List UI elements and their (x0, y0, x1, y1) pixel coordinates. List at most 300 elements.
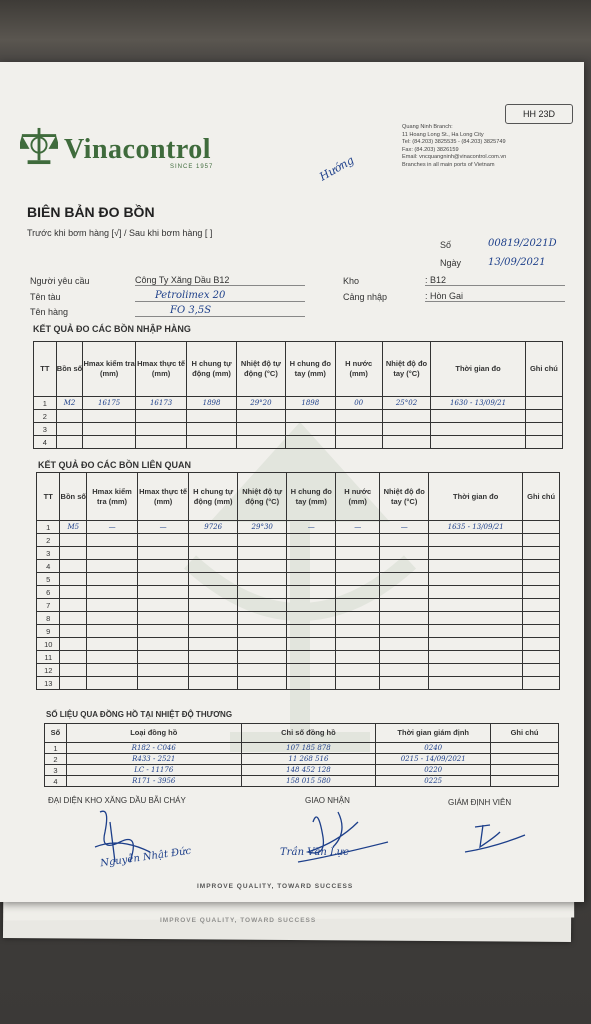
document-title: BIÊN BẢN ĐO BỒN (27, 204, 155, 220)
table-cell (56, 436, 83, 449)
table-cell (238, 664, 287, 677)
table-cell (380, 677, 429, 690)
table-cell (380, 638, 429, 651)
table-cell (238, 547, 287, 560)
table-cell (287, 625, 336, 638)
table-cell (287, 573, 336, 586)
brand-name: Vinacontrol (64, 134, 212, 165)
row-number-cell: 11 (37, 651, 60, 664)
table-cell (287, 651, 336, 664)
table-cell (286, 423, 335, 436)
table-cell: 1630 - 13/09/21 (431, 397, 526, 410)
signature-middle-name: Trần Văn Lực (280, 847, 349, 858)
form-code-badge: HH 23D (505, 104, 573, 124)
table-cell (382, 436, 430, 449)
table-cell: 11 268 516 (241, 754, 376, 765)
table-cell (60, 651, 87, 664)
table-row (37, 664, 560, 677)
goods-value: FO 3,5S (135, 305, 305, 317)
port-value: : Hòn Gai (425, 291, 565, 302)
table-cell (523, 612, 560, 625)
table-cell: 0225 (376, 776, 491, 787)
table-cell (336, 651, 380, 664)
row-number-cell: 3 (37, 547, 60, 560)
table-cell (87, 612, 138, 625)
header-cell: H chung tự động (mm) (189, 473, 238, 521)
table-cell (382, 410, 430, 423)
header-cell: H chung tự động (mm) (187, 342, 236, 397)
table-cell (60, 612, 87, 625)
row-number-cell: 9 (37, 625, 60, 638)
table-cell (523, 573, 560, 586)
signature-right (455, 817, 535, 857)
tank-related-table (36, 472, 560, 690)
table-cell (238, 586, 287, 599)
table-row (34, 397, 563, 410)
table-cell (189, 612, 238, 625)
row-number-cell: 2 (37, 534, 60, 547)
row-number-cell: 1 (37, 521, 60, 534)
header-cell: TT (37, 473, 60, 521)
table-cell: 00 (335, 397, 382, 410)
so-value: 00819/2021D (488, 238, 557, 249)
signature-left-name: Nguyễn Nhật Đức (99, 845, 192, 870)
table-cell (525, 423, 562, 436)
table-cell (238, 560, 287, 573)
table-row (37, 573, 560, 586)
table-cell (60, 638, 87, 651)
table-cell (286, 410, 335, 423)
table-cell (380, 534, 429, 547)
row-number-cell: 4 (37, 560, 60, 573)
table-cell (135, 410, 186, 423)
branch-line: Fax: (84.203) 3826159 (402, 146, 459, 153)
table-cell (138, 638, 189, 651)
table-cell (523, 638, 560, 651)
header-cell: H nước (mm) (335, 342, 382, 397)
table-cell (238, 534, 287, 547)
row-number-cell: 8 (37, 612, 60, 625)
table-cell (429, 573, 523, 586)
table-cell (138, 625, 189, 638)
table-cell (336, 612, 380, 625)
table-cell (523, 586, 560, 599)
table-cell (491, 754, 559, 765)
brand-since: SINCE 1957 (170, 164, 214, 170)
row-number-cell: 1 (34, 397, 57, 410)
table-cell: 0240 (376, 743, 491, 754)
table-cell (87, 586, 138, 599)
table-cell (380, 547, 429, 560)
table-cell (525, 436, 562, 449)
table-cell (83, 423, 135, 436)
table-cell (287, 547, 336, 560)
table-cell: R433 - 2521 (66, 754, 241, 765)
table-cell: — (87, 521, 138, 534)
table-cell (382, 423, 430, 436)
table1-title: KẾT QUẢ ĐO CÁC BỒN NHẬP HÀNG (33, 324, 191, 334)
row-number-cell: 6 (37, 586, 60, 599)
table-row (45, 743, 559, 754)
header-cell: H chung đo tay (mm) (287, 473, 336, 521)
table3-title: SỐ LIỆU QUA ĐỒNG HỒ TẠI NHIỆT ĐỘ THƯƠNG (46, 710, 233, 719)
table-cell (236, 436, 285, 449)
table-cell: 0215 - 14/09/2021 (376, 754, 491, 765)
table-cell (523, 664, 560, 677)
kho-value: : B12 (425, 275, 565, 286)
table-cell (429, 612, 523, 625)
table-cell (189, 677, 238, 690)
table-cell (335, 436, 382, 449)
table-cell (336, 586, 380, 599)
table-cell (491, 743, 559, 754)
header-cell: Hmax kiểm tra (mm) (87, 473, 138, 521)
table-row (45, 776, 559, 787)
table-cell (523, 599, 560, 612)
table-cell (429, 534, 523, 547)
table-cell: 29°30 (238, 521, 287, 534)
table-cell (87, 573, 138, 586)
header-cell: H nước (mm) (336, 473, 380, 521)
header-cell: Nhiệt độ tự động (°C) (238, 473, 287, 521)
table-cell (523, 677, 560, 690)
ngay-value: 13/09/2021 (488, 257, 546, 268)
table-cell (523, 560, 560, 573)
table-cell: R182 - C046 (66, 743, 241, 754)
table-cell (336, 547, 380, 560)
table-cell (238, 638, 287, 651)
table-cell (56, 410, 83, 423)
table-cell (236, 410, 285, 423)
table-row (37, 599, 560, 612)
table-row (45, 754, 559, 765)
table-cell (491, 765, 559, 776)
table-cell (287, 677, 336, 690)
table-cell: — (138, 521, 189, 534)
table-cell (336, 560, 380, 573)
goods-label: Tên hàng (30, 307, 69, 317)
table-cell (336, 534, 380, 547)
table-cell: 1635 - 13/09/21 (429, 521, 523, 534)
table-cell (238, 625, 287, 638)
table-cell (189, 651, 238, 664)
header-cell: Ghi chú (523, 473, 560, 521)
table-cell (491, 776, 559, 787)
table-cell (380, 560, 429, 573)
table-cell (525, 397, 562, 410)
header-cell: Thời gian đo (429, 473, 523, 521)
table-cell (60, 677, 87, 690)
table-row (37, 560, 560, 573)
table-row (45, 765, 559, 776)
table-cell (336, 664, 380, 677)
ship-label: Tên tàu (30, 292, 61, 302)
ship-value: Petrolimex 20 (135, 290, 305, 302)
header-cell: Thời gian giám định (376, 724, 491, 743)
tank-import-table (33, 341, 563, 449)
table-cell (429, 664, 523, 677)
under-footer-slogan: IMPROVE QUALITY, TOWARD SUCCESS (160, 917, 317, 924)
table-row (37, 534, 560, 547)
header-cell: Nhiệt độ đo tay (°C) (380, 473, 429, 521)
table-cell (60, 534, 87, 547)
header-cell: Hmax kiểm tra (mm) (83, 342, 135, 397)
table-cell: — (287, 521, 336, 534)
table-cell (189, 547, 238, 560)
table-cell (138, 677, 189, 690)
signature-left-label: ĐẠI DIỆN KHO XĂNG DẦU BÃI CHÁY (48, 796, 186, 805)
table-cell (287, 560, 336, 573)
table-cell (380, 664, 429, 677)
table-cell (87, 547, 138, 560)
table-cell (138, 599, 189, 612)
table-cell (60, 625, 87, 638)
table-cell (429, 638, 523, 651)
table-cell (286, 436, 335, 449)
table-cell (238, 573, 287, 586)
row-number-cell: 10 (37, 638, 60, 651)
table-cell (138, 560, 189, 573)
kho-label: Kho (343, 276, 360, 286)
table-cell: 148 452 128 (241, 765, 376, 776)
branch-line: 11 Hoang Long St., Ha Long City (402, 131, 484, 138)
table-cell (336, 638, 380, 651)
row-number-cell: 4 (34, 436, 57, 449)
table-cell (429, 599, 523, 612)
table-cell (335, 423, 382, 436)
table-cell (189, 638, 238, 651)
table-cell (83, 436, 135, 449)
table-cell (523, 534, 560, 547)
table-cell (189, 560, 238, 573)
table-cell (83, 410, 135, 423)
header-cell: Chỉ số đồng hồ (241, 724, 376, 743)
port-label: Cảng nhập (343, 292, 388, 302)
table-cell (56, 423, 83, 436)
table-cell (189, 586, 238, 599)
table-cell (429, 625, 523, 638)
table-cell (287, 638, 336, 651)
row-number-cell: 13 (37, 677, 60, 690)
table-cell (238, 677, 287, 690)
table-cell (87, 560, 138, 573)
table-cell (87, 651, 138, 664)
header-cell: Ghi chú (491, 724, 559, 743)
header-cell: Bồn số (56, 342, 83, 397)
document-subtitle: Trước khi bơm hàng [√] / Sau khi bơm hàng [ ] (27, 228, 213, 238)
row-number-cell: 2 (34, 410, 57, 423)
table-cell (380, 586, 429, 599)
branch-line: Tel: (84.203) 3825535 - (84.203) 3825749 (402, 139, 506, 146)
table-cell (335, 410, 382, 423)
table2-title: KẾT QUẢ ĐO CÁC BỒN LIÊN QUAN (38, 460, 191, 470)
signature-middle (278, 802, 398, 872)
table-cell: 0220 (376, 765, 491, 776)
table-cell (138, 612, 189, 625)
table-cell (523, 521, 560, 534)
header-cell: TT (34, 342, 57, 397)
table-cell (429, 677, 523, 690)
table-header-row (45, 724, 559, 743)
signature-middle-label: GIAO NHẬN (305, 796, 350, 805)
table-cell (138, 534, 189, 547)
table-cell (380, 612, 429, 625)
table-cell (380, 625, 429, 638)
table-cell (380, 573, 429, 586)
table-row (37, 638, 560, 651)
handwritten-mark: Hướng (317, 153, 357, 184)
meter-readings-table (44, 723, 559, 787)
table-cell: 107 185 878 (241, 743, 376, 754)
requester-label: Người yêu cầu (30, 276, 90, 286)
table-cell (60, 586, 87, 599)
table-row (37, 586, 560, 599)
table-cell (523, 651, 560, 664)
table-cell (380, 599, 429, 612)
table-cell: 16175 (83, 397, 135, 410)
branch-info (402, 124, 572, 170)
table-row (34, 436, 563, 449)
table-row (37, 625, 560, 638)
row-number-cell: 4 (45, 776, 67, 787)
table-cell (523, 625, 560, 638)
table-cell (87, 664, 138, 677)
row-number-cell: 2 (45, 754, 67, 765)
table-cell (87, 677, 138, 690)
table-cell (60, 560, 87, 573)
table-cell (287, 534, 336, 547)
table-cell (189, 534, 238, 547)
signature-left (90, 802, 180, 882)
branch-line: Email: vncquangninh@vinacontrol.com.vn (402, 154, 507, 161)
table-cell (429, 651, 523, 664)
table-cell (287, 599, 336, 612)
ngay-label: Ngày (440, 258, 462, 268)
header-cell: Thời gian đo (431, 342, 526, 397)
header-cell: H chung đo tay (mm) (286, 342, 335, 397)
table-cell (287, 612, 336, 625)
table-row (34, 423, 563, 436)
table-header-row (34, 342, 563, 397)
table-cell (60, 599, 87, 612)
document-page (0, 62, 584, 902)
table-cell (138, 586, 189, 599)
table-cell (431, 410, 526, 423)
table-cell (87, 638, 138, 651)
signature-right-label: GIÁM ĐỊNH VIÊN (448, 798, 512, 807)
table-cell (238, 612, 287, 625)
header-cell: Loại đồng hồ (66, 724, 241, 743)
table-cell (429, 547, 523, 560)
table-cell: — (380, 521, 429, 534)
header-cell: Nhiệt độ đo tay (°C) (382, 342, 430, 397)
table-cell: R171 - 3956 (66, 776, 241, 787)
so-label: Số (440, 240, 452, 250)
table-cell: 25°02 (382, 397, 430, 410)
table-cell (523, 547, 560, 560)
table-cell (380, 651, 429, 664)
table-header-row (37, 473, 560, 521)
row-number-cell: 1 (45, 743, 67, 754)
table-cell (525, 410, 562, 423)
table-cell (60, 664, 87, 677)
table-row (37, 677, 560, 690)
table-cell (87, 534, 138, 547)
table-cell: 1898 (286, 397, 335, 410)
table-row (34, 410, 563, 423)
table-row (37, 612, 560, 625)
table-cell (336, 625, 380, 638)
table-cell (431, 423, 526, 436)
table-cell (135, 436, 186, 449)
table-cell: LC - 11176 (66, 765, 241, 776)
branch-line: Quang Ninh Branch: (402, 124, 453, 130)
table-cell (87, 599, 138, 612)
table-cell (189, 625, 238, 638)
header-cell: Ghi chú (525, 342, 562, 397)
table-cell (336, 573, 380, 586)
footer-slogan: IMPROVE QUALITY, TOWARD SUCCESS (197, 883, 354, 890)
table-row (37, 521, 560, 534)
row-number-cell: 3 (34, 423, 57, 436)
table-cell (429, 586, 523, 599)
header-cell: Hmax thực tế (mm) (135, 342, 186, 397)
table-cell: M2 (56, 397, 83, 410)
table-cell (138, 664, 189, 677)
table-cell (189, 599, 238, 612)
table-cell: 158 015 580 (241, 776, 376, 787)
requester-value: Công Ty Xăng Dầu B12 (135, 275, 305, 286)
table-cell: 29°20 (236, 397, 285, 410)
table-cell (60, 547, 87, 560)
table-cell (187, 423, 236, 436)
table-cell (87, 625, 138, 638)
table-cell (238, 651, 287, 664)
row-number-cell: 12 (37, 664, 60, 677)
vinacontrol-scale-logo-icon (20, 126, 58, 166)
table-cell (238, 599, 287, 612)
table-cell (189, 664, 238, 677)
table-cell (138, 573, 189, 586)
table-cell (135, 423, 186, 436)
header-cell: Số (45, 724, 67, 743)
row-number-cell: 5 (37, 573, 60, 586)
table-cell (287, 664, 336, 677)
table-cell: — (336, 521, 380, 534)
table-cell (287, 586, 336, 599)
table-cell (336, 599, 380, 612)
table-cell: 9726 (189, 521, 238, 534)
table-cell (187, 436, 236, 449)
table-cell (431, 436, 526, 449)
table-row (37, 547, 560, 560)
table-cell (138, 651, 189, 664)
table-cell: 16173 (135, 397, 186, 410)
table-cell: M5 (60, 521, 87, 534)
header-cell: Bồn số (60, 473, 87, 521)
table-cell (60, 573, 87, 586)
header-cell: Hmax thực tế (mm) (138, 473, 189, 521)
table-cell (187, 410, 236, 423)
table-cell (236, 423, 285, 436)
row-number-cell: 7 (37, 599, 60, 612)
table-row (37, 651, 560, 664)
table-cell (429, 560, 523, 573)
table-cell (138, 547, 189, 560)
table-cell: 1898 (187, 397, 236, 410)
table-cell (336, 677, 380, 690)
table-cell (189, 573, 238, 586)
